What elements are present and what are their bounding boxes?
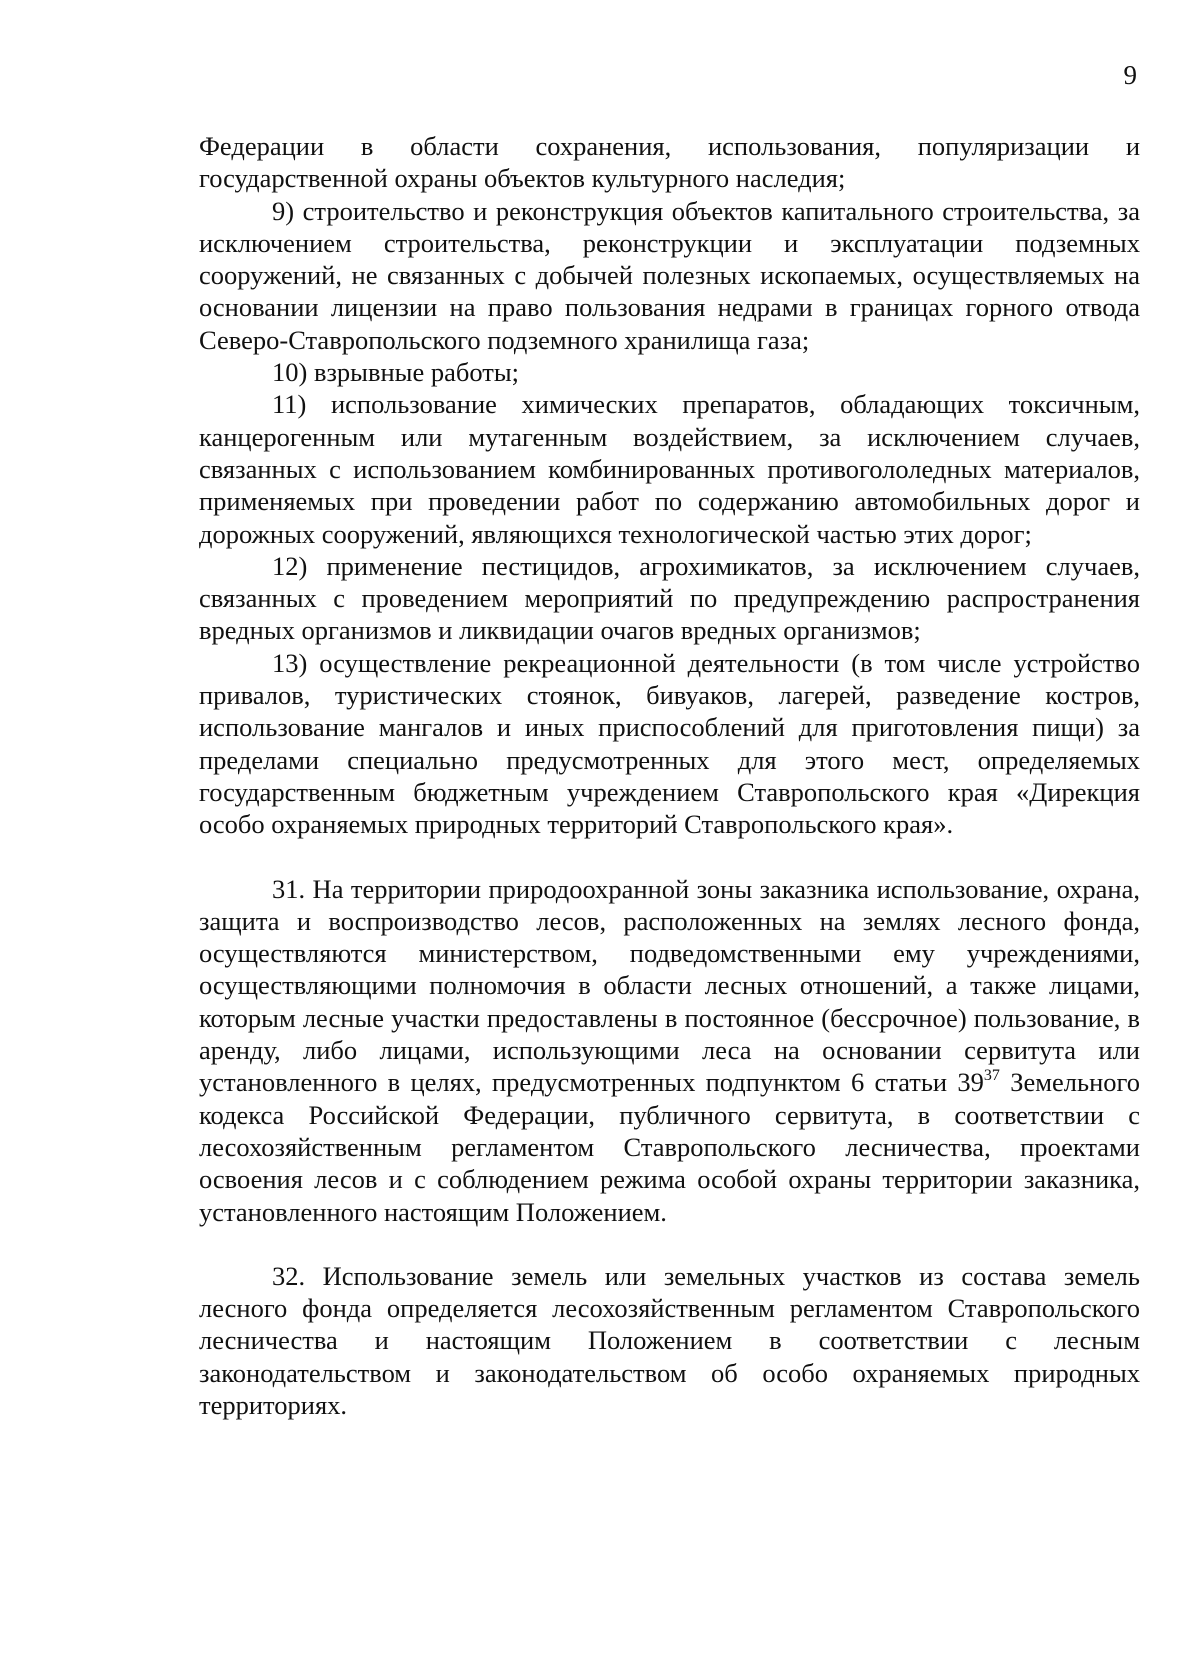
list-item-10: 10) взрывные работы; [272,357,520,388]
document-body [199,130,1140,1421]
list-item-9: 9) строительство и реконструкция объектов капитального строительства, за исключением строительства, реконструкции и эксплуатации подземных сооружений, не связанных с добычей полезных ископаемых, осуществляемых на основании лицензии на право пользования недрами в границах горного отвода Северо-Ставропольского подземного хранилища газа; [199,195,1140,355]
list-item-11: 11) использование химических препаратов, обладающих токсичным, канцерогенным или мутагенным воздействием, за исключением случаев, связанных с использованием комбинированных противогололедных материалов, применяемых при проведении работ по содержанию автомобильных дорог и дорожных сооружений, являющихся технологической частью этих дорог; [199,389,1140,549]
section-31-paragraph [199,873,1140,1228]
section-31 [199,873,1140,1228]
paragraph-continuation: Федерации в области сохранения, использования, популяризации и государственной охраны объектов культурного наследия; [199,131,1140,194]
restrictions-list [199,130,1140,841]
section-31-text-start: 31. На территории природоохранной зоны заказника использование, охрана, защита и воспроизводство лесов, расположенных на землях лесного фонда, осуществляются министерством, подведомственными ему учреждениями, осуществляющими полномочия в области лесных отношений, а также лицами, которым лесные участки предоставлены в постоянное (бессрочное) пользование, в аренду, либо лицами, использующими леса на основании сервитута или установленного в целях, предусмотренных подпунктом 6 статьи 39 [199,873,1140,1098]
section-32-paragraph: 32. Использование земель или земельных участков из состава земель лесного фонда определяется лесохозяйственным регламентом Ставропольского лесничества и настоящим Положением в соответствии с лесным законодательством и законодательством об особо охраняемых природных территориях. [199,1260,1140,1420]
list-item-13: 13) осуществление рекреационной деятельности (в том числе устройство привалов, туристических стоянок, бивуаков, лагерей, разведение костров, использование мангалов и иных приспособлений для приготовления пищи) за пределами специально предусмотренных для этого мест, определяемых государственным бюджетным учреждением Ставропольского края «Дирекция особо охраняемых природных территорий Ставропольского края». [199,647,1140,840]
section-32 [199,1260,1140,1421]
article-superscript: 37 [983,1067,1000,1085]
page-number: 9 [1123,60,1137,90]
section-31-text-end: Земельного кодекса Российской Федерации, публичного сервитута, в соответствии с лесохозяйственным регламентом Ставропольского лесничества, проектами освоения лесов и с соблюдением режима особой охраны территории заказника, установленного настоящим Положением. [199,1067,1140,1227]
list-item-12: 12) применение пестицидов, агрохимикатов, за исключением случаев, связанных с проведением мероприятий по предупреждению распространения вредных организмов и ликвидации очагов вредных организмов; [199,550,1140,646]
